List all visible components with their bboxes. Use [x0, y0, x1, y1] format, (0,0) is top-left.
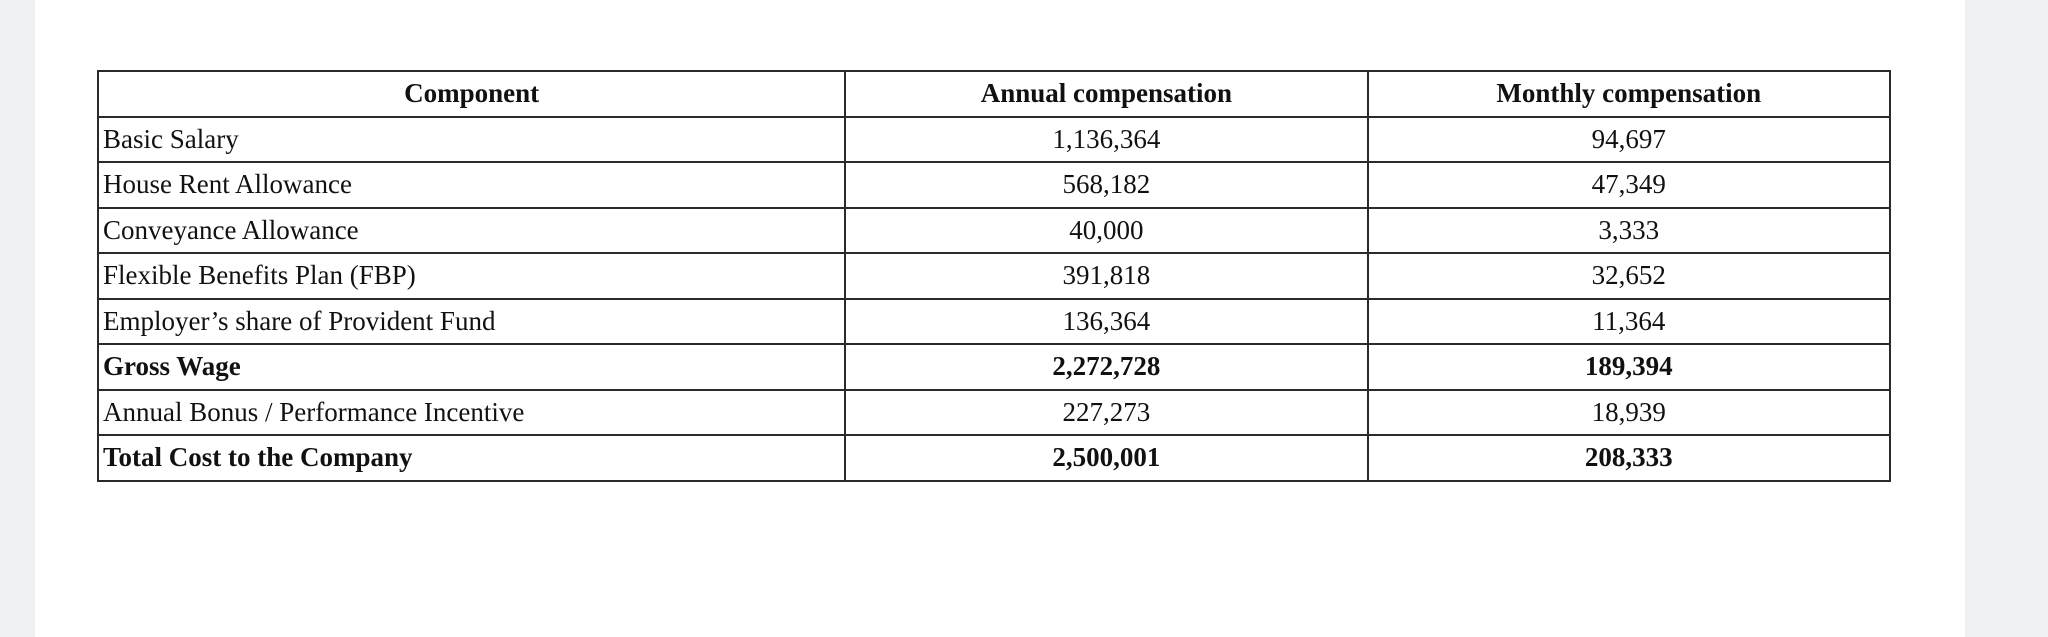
- table-row: [98, 162, 1890, 208]
- compensation-table: [97, 70, 1891, 482]
- row-monthly: 47,349: [1368, 162, 1890, 208]
- row-monthly: 94,697: [1368, 117, 1890, 163]
- table-row-total-ctc: [98, 435, 1890, 481]
- header-row: [98, 71, 1890, 117]
- row-annual: 136,364: [845, 299, 1367, 345]
- row-component: Conveyance Allowance: [98, 208, 845, 254]
- table-row: [98, 253, 1890, 299]
- row-monthly: 3,333: [1368, 208, 1890, 254]
- row-monthly: 11,364: [1368, 299, 1890, 345]
- row-component: Annual Bonus / Performance Incentive: [98, 390, 845, 436]
- table-row: [98, 390, 1890, 436]
- row-monthly: 32,652: [1368, 253, 1890, 299]
- row-annual: 391,818: [845, 253, 1367, 299]
- row-monthly: 208,333: [1368, 435, 1890, 481]
- table-row: [98, 117, 1890, 163]
- row-component: Gross Wage: [98, 344, 845, 390]
- row-annual: 568,182: [845, 162, 1367, 208]
- row-annual: 2,272,728: [845, 344, 1367, 390]
- header-component: Component: [98, 71, 845, 117]
- row-annual: 2,500,001: [845, 435, 1367, 481]
- row-component: House Rent Allowance: [98, 162, 845, 208]
- row-component: Basic Salary: [98, 117, 845, 163]
- table-row-gross-wage: [98, 344, 1890, 390]
- row-monthly: 18,939: [1368, 390, 1890, 436]
- document-page: [35, 0, 1965, 637]
- table-row: [98, 208, 1890, 254]
- header-monthly-compensation: Monthly compensation: [1368, 71, 1890, 117]
- row-annual: 227,273: [845, 390, 1367, 436]
- row-annual: 1,136,364: [845, 117, 1367, 163]
- row-component: Total Cost to the Company: [98, 435, 845, 481]
- row-component: Flexible Benefits Plan (FBP): [98, 253, 845, 299]
- row-monthly: 189,394: [1368, 344, 1890, 390]
- row-annual: 40,000: [845, 208, 1367, 254]
- table-row: [98, 299, 1890, 345]
- header-annual-compensation: Annual compensation: [845, 71, 1367, 117]
- row-component: Employer’s share of Provident Fund: [98, 299, 845, 345]
